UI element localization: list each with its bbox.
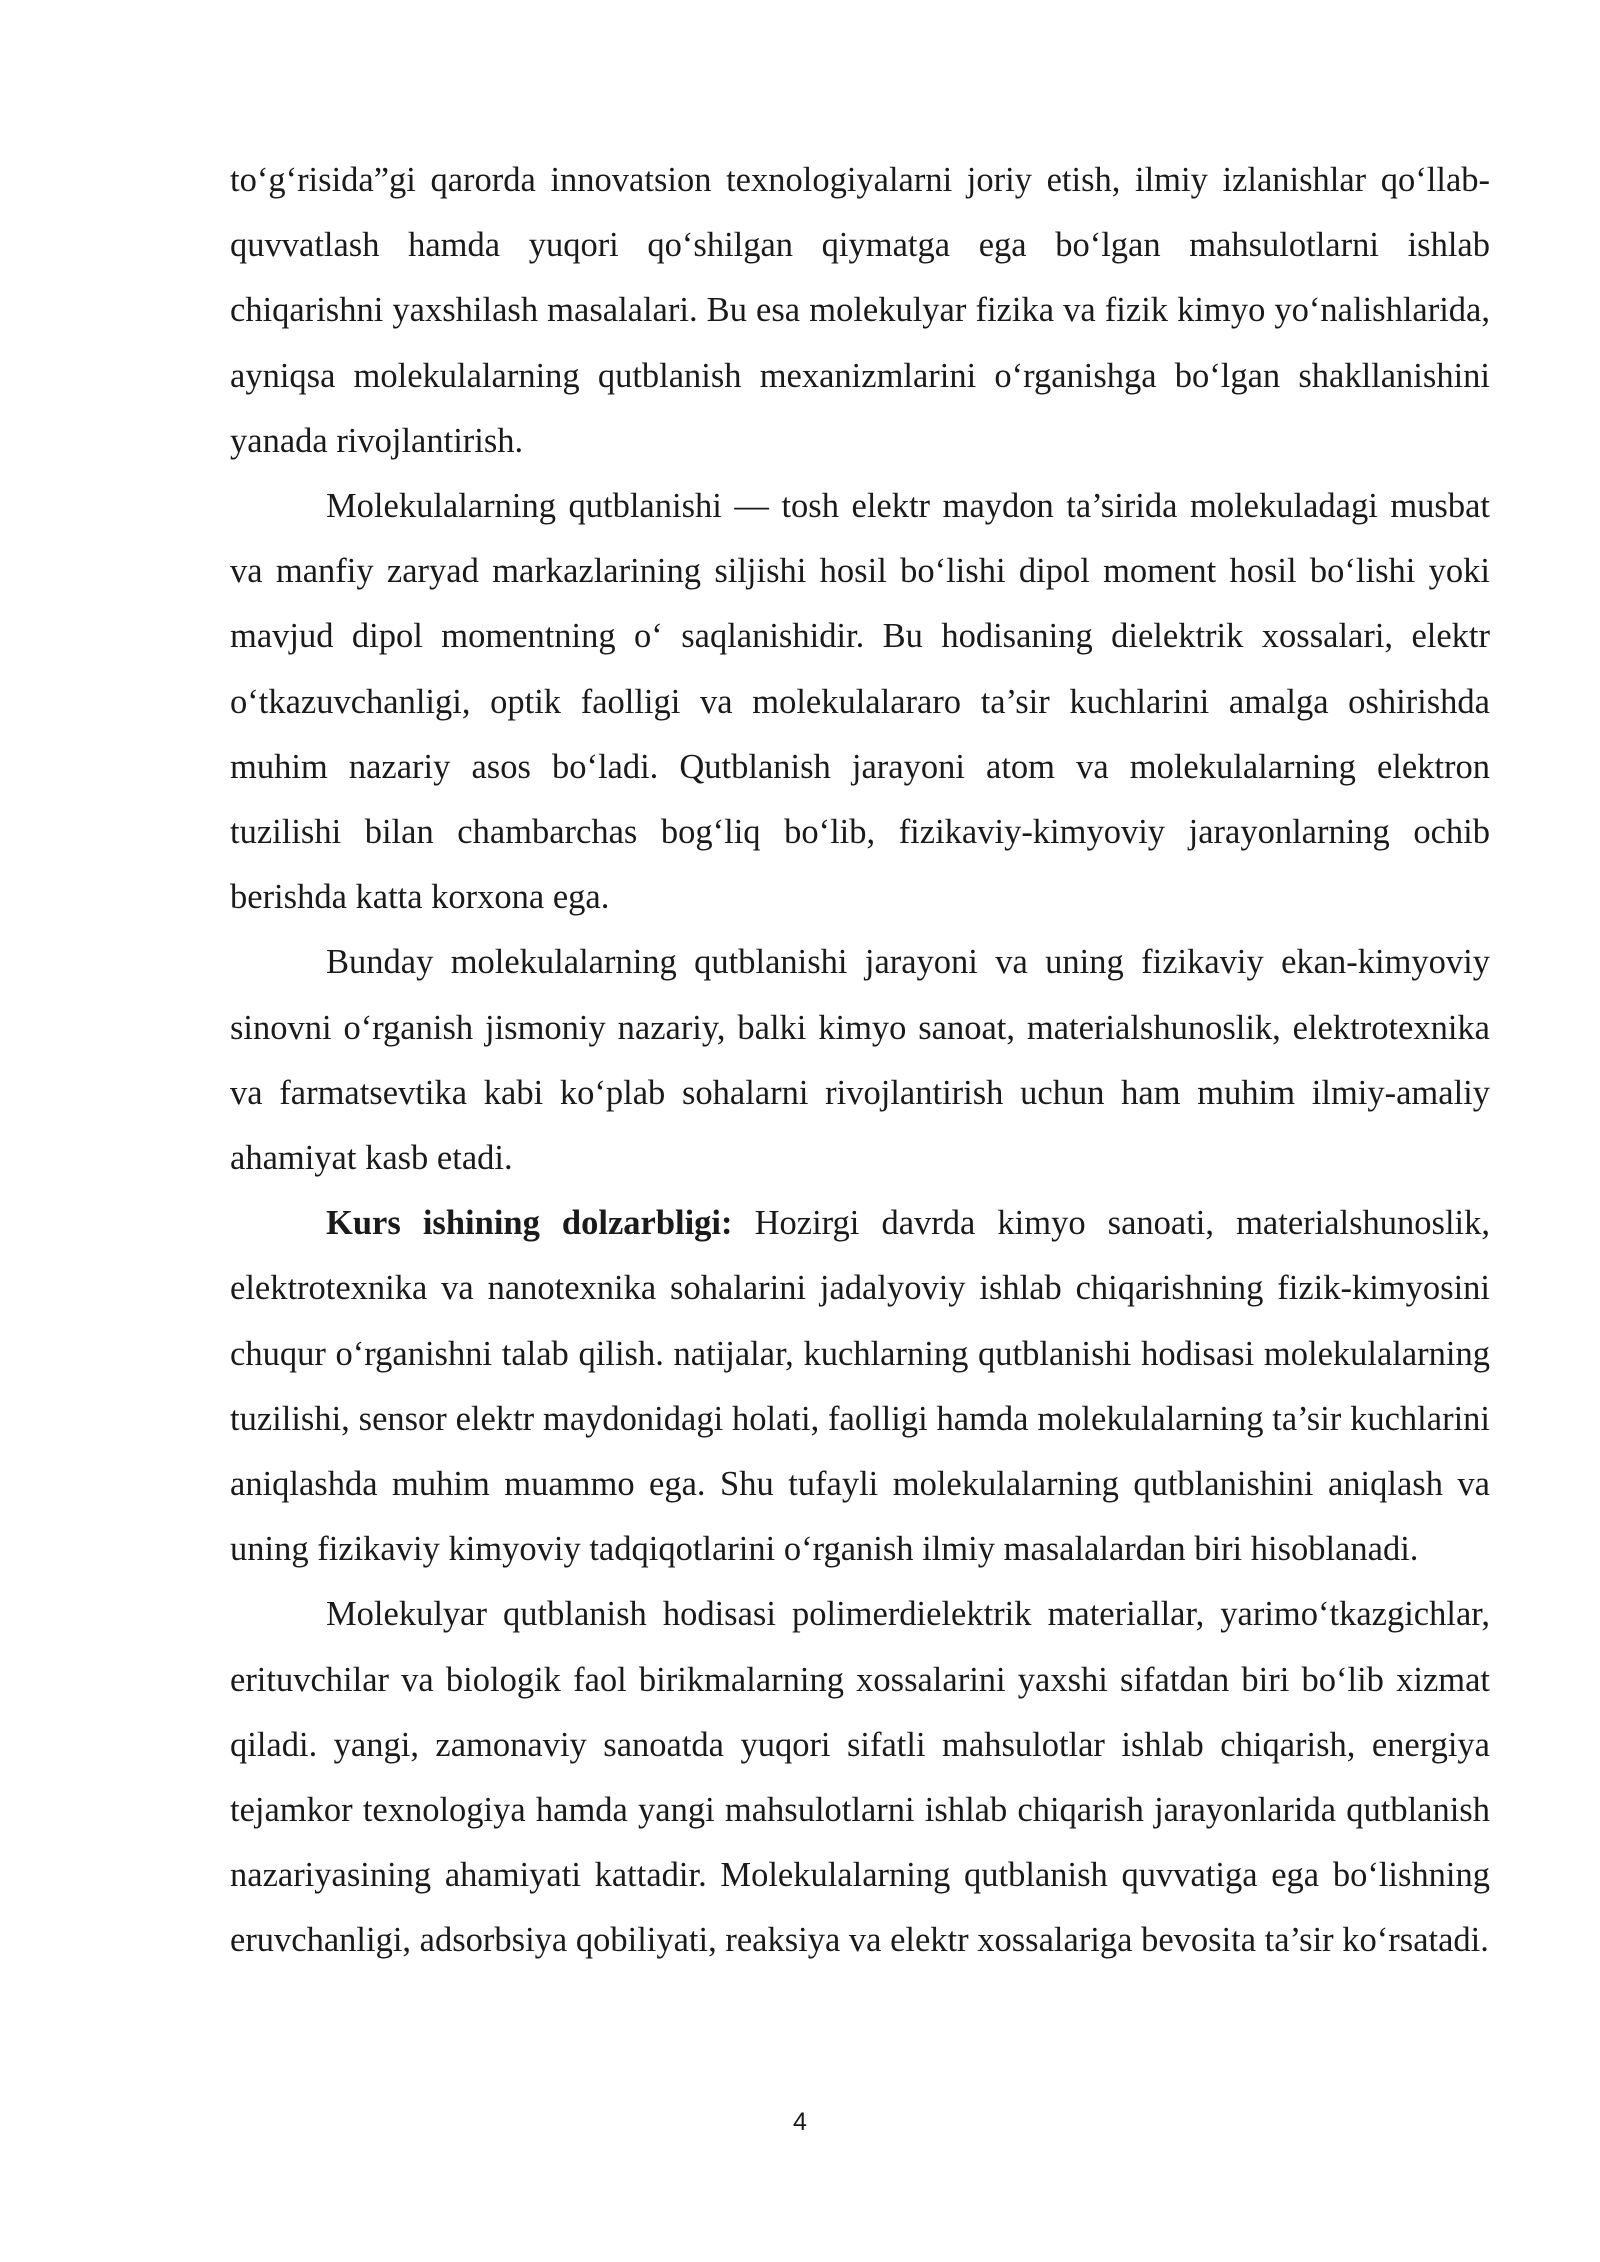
paragraph-2 xyxy=(230,474,1490,930)
page-number: 4 xyxy=(793,2108,807,2136)
paragraph-1 xyxy=(230,148,1490,474)
paragraph-3 xyxy=(230,930,1490,1191)
paragraph-5-text: Molekulyar qutblanish hodisasi polimerdielektrik materiallar, yarimo‘tkazgichlar, erituvchilar va biologik faol birikmalarning xossalarini yaxshi sifatdan biri bo‘lib xizmat qiladi. yangi, zamonaviy sanoatda yuqori sifatli mahsulotlar ishlab chiqarish, energiya tejamkor texnologiya hamda yangi mahsulotlarni ishlab chiqarish jarayonlarida qutblanish nazariyasining ahamiyati kattadir. Molekulalarning qutblanish quvvatiga ega bo‘lishning eruvchanligi, adsorbsiya qobiliyati, reaksiya va elektr xossalariga bevosita ta’sir ko‘rsatadi. xyxy=(230,1595,1490,1960)
paragraph-1-text: to‘g‘risida”gi qarorda innovatsion texnologiyalarni joriy etish, ilmiy izlanishlar qo‘llab-quvvatlash hamda yuqori qo‘shilgan qiymatga ega bo‘lgan mahsulotlarni ishlab chiqarishni yaxshilash masalalari. Bu esa molekulyar fizika va fizik kimyo yo‘nalishlarida, ayniqsa molekulalarning qutblanish mexanizmlarini o‘rganishga bo‘lgan shakllanishini yanada rivojlantirish. xyxy=(230,161,1490,460)
paragraph-4 xyxy=(230,1191,1490,1582)
paragraph-3-text: Bunday molekulalarning qutblanishi jarayoni va uning fizikaviy ekan-kimyoviy sinovni o‘rganish jismoniy nazariy, balki kimyo sanoat, materialshunoslik, elektrotexnika va farmatsevtika kabi ko‘plab sohalarni rivojlantirish uchun ham muhim ilmiy-amaliy ahamiyat kasb etadi. xyxy=(230,943,1490,1178)
paragraph-4-text: Hozirgi davrda kimyo sanoati, materialshunoslik, elektrotexnika va nanotexnika sohalarini jadalyoviy ishlab chiqarishning fizik-kimyosini chuqur o‘rganishni talab qilish. natijalar, kuchlarning qutblanishi hodisasi molekulalarning tuzilishi, sensor elektr maydonidagi holati, faolligi hamda molekulalarning ta’sir kuchlarini aniqlashda muhim muammo ega. Shu tufayli molekulalarning qutblanishini aniqlash va uning fizikaviy kimyoviy tadqiqotlarini o‘rganish ilmiy masalalardan biri hisoblanadi. xyxy=(230,1204,1491,1569)
body-text xyxy=(230,148,1490,1974)
paragraph-5 xyxy=(230,1582,1490,1973)
section-heading-relevance: Kurs ishining dolzarbligi: xyxy=(326,1204,733,1243)
paragraph-2-text: Molekulalarning qutblanishi — tosh elektr maydon ta’sirida molekuladagi musbat va manfiy zaryad markazlarining siljishi hosil bo‘lishi dipol moment hosil bo‘lishi yoki mavjud dipol momentning o‘ saqlanishidir. Bu hodisaning dielektrik xossalari, elektr o‘tkazuvchanligi, optik faolligi va molekulalararo ta’sir kuchlarini amalga oshirishda muhim nazariy asos bo‘ladi. Qutblanish jarayoni atom va molekulalarning elektron tuzilishi bilan chambarchas bog‘liq bo‘lib, fizikaviy-kimyoviy jarayonlarning ochib berishda katta korxona ega. xyxy=(230,487,1490,917)
